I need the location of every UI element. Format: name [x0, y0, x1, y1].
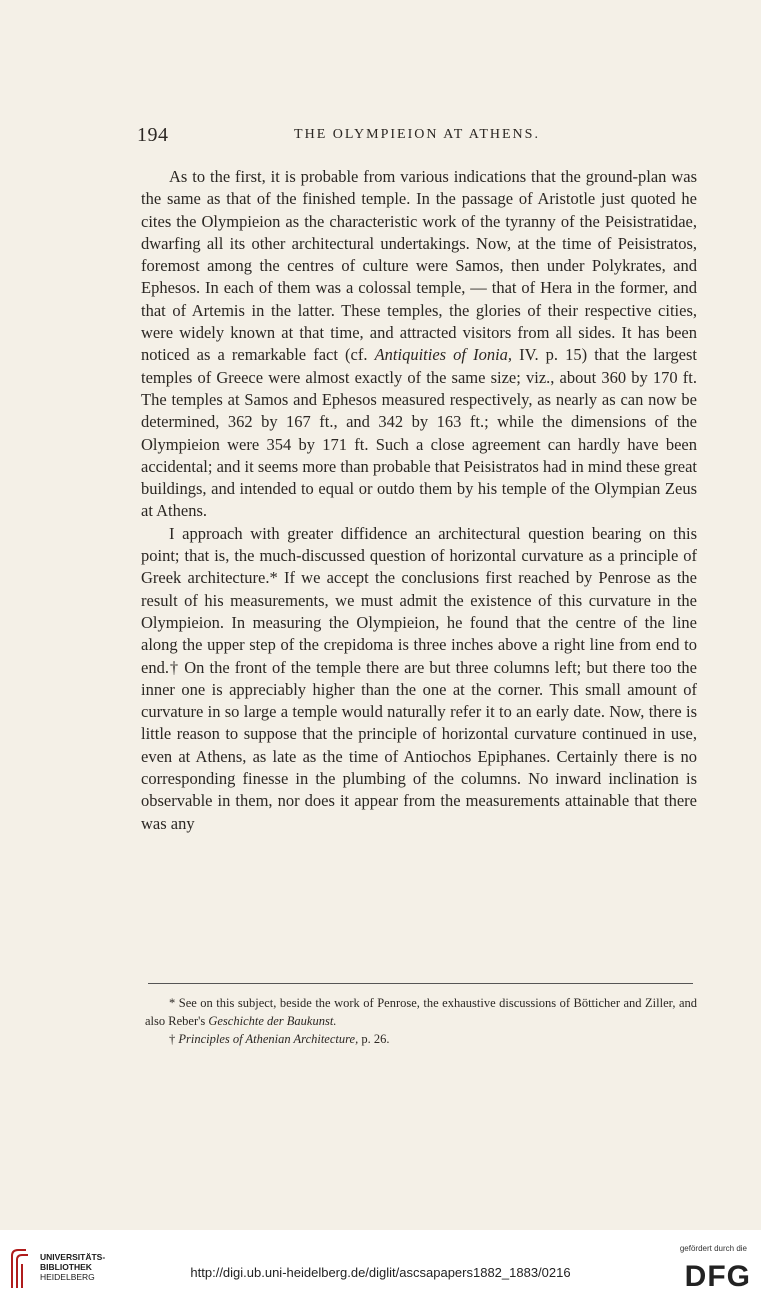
source-url[interactable]: http://digi.ub.uni-heidelberg.de/diglit/ascsapapers1882_1883/0216 [190, 1265, 571, 1280]
digitization-footer [0, 1230, 761, 1296]
paragraph-1: As to the first, it is probable from various indications that the ground-plan was the same as that of the finished temple. In the passage of Aristotle just quoted he cites the Olympieion as the characteristic work of the tyranny of the Peisistratidae, dwarfing all its other architectural undertakings. Now, at the time of Peisistratos, foremost among the centres of culture were Samos, then under Polykrates, and Ephesos. In each of them was a colossal temple, — that of Hera in the former, and that of Artemis in the latter. These temples, the glories of their respective cities, were widely known at that time, and attracted visitors from all sides. It has been noticed as a remarkable fact (cf. Antiquities of Ionia, IV. p. 15) that the largest temples of Greece were almost exactly of the same size; viz., about 360 by 170 ft. The temples at Samos and Ephesos measured respectively, as nearly as can now be determined, 362 by 167 ft., and 342 by 163 ft.; while the dimensions of the Olympieion were 354 by 171 ft. Such a close agreement can hardly have been accidental; and it seems more than probable that Peisistratos had in mind these great buildings, and intended to equal or outdo them by his temple of the Olympian Zeus at Athens. [141, 167, 697, 521]
funding-note: gefördert durch die [679, 1244, 747, 1253]
italic-citation: Antiquities of Ionia, [374, 345, 513, 365]
body-text [141, 166, 697, 835]
page-header [137, 124, 697, 148]
page-number: 194 [137, 124, 169, 146]
library-name: UNIVERSITÄTS- BIBLIOTHEK HEIDELBERG [40, 1252, 106, 1282]
footnote-rule [148, 983, 693, 984]
footnote-2: † Principles of Athenian Architecture, p. 26. [169, 1032, 390, 1046]
running-head: THE OLYMPIEION AT ATHENS. [294, 127, 540, 142]
footnotes [145, 994, 697, 1048]
paragraph-2: I approach with greater diffidence an architectural question bearing on this point; that is, the much-discussed question of horizontal curvature as a principle of Greek architecture.* If we accept the conclusions first reached by Penrose as the result of his measurements, we must admit the existence of this curvature in the Olympieion. In measuring the Olympieion, he found that the centre of the line along the upper step of the crepidoma is three inches above a right line from end to end.† On the front of the temple there are but three columns left; but there too the inner one is appreciably higher than the one at the corner. This small amount of curvature in so large a temple would naturally refer it to an early date. Now, there is little reason to suppose that the principle of horizontal curvature continued in use, even at Athens, as late as the time of Antiochos Epiphanes. Certainly there is no corresponding finesse in the plumbing of the columns. No inward inclination is observable in them, nor does it appear from the measurements attainable that there was any [141, 523, 697, 833]
dfg-logo: DFG [684, 1260, 751, 1293]
footnote-1: * See on this subject, beside the work of Penrose, the exhaustive discussions of Bötticher and Ziller, and also Reber's Geschichte der Baukunst. [145, 996, 697, 1028]
